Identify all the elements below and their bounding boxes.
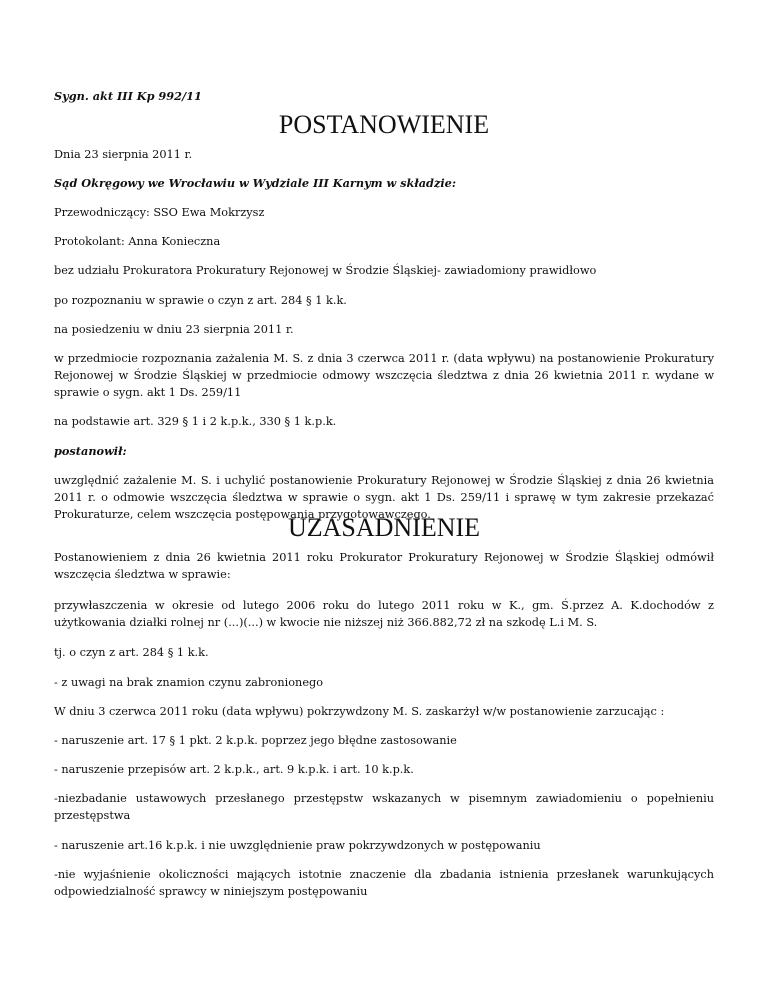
legal-basis-line: na podstawie art. 329 § 1 i 2 k.p.k., 330 § 1 k.p.k.: [54, 415, 337, 428]
justification-paragraph-8: -niezbadanie ustawowych przesłanego przestępstw wskazanych w pisemnym zawiadomieniu o popełnieniu przestępstwa: [54, 792, 714, 822]
decided-label: postanowił:: [54, 444, 127, 458]
case-number: Sygn. akt III Kp 992/11: [54, 89, 202, 103]
justification-paragraph-7: - naruszenie przepisów art. 2 k.p.k., art. 9 k.p.k. i art. 10 k.p.k.: [54, 763, 414, 776]
court-line: Sąd Okręgowy we Wrocławiu w Wydziale III Karnym w składzie:: [54, 176, 457, 190]
decision-paragraph: uwzględnić zażalenie M. S. i uchylić postanowienie Prokuratury Rejonowej w Środzie Śląskiej z dnia 26 kwietnia 2011 r. o odmowie wszczęcia śledztwa w sprawie o sygn. akt 1 Ds. 259/11 i sprawę w tym zakresie przekazać Prokuraturze, celem wszczęcia postępowania przygotowawczego.: [54, 474, 714, 521]
justification-paragraph-5: W dniu 3 czerwca 2011 roku (data wpływu) pokrzywdzony M. S. zaskarżył w/w postanowienie zarzucając :: [54, 705, 665, 718]
justification-title: UZASADNIENIE: [287, 513, 481, 542]
chair-line: Przewodniczący: SSO Ewa Mokrzysz: [54, 206, 265, 219]
justification-paragraph-2: przywłaszczenia w okresie od lutego 2006 roku do lutego 2011 roku w K., gm. Ś.przez A. K.dochodów z użytkowania działki rolnej nr (...)(...) w kwocie nie niższej niż 366.882,72 zł na szkodę L.i M. S.: [54, 599, 714, 629]
document-title: POSTANOWIENIE: [278, 110, 490, 139]
justification-paragraph-9: - naruszenie art.16 k.p.k. i nie uwzględnienie praw pokrzywdzonych w postępowaniu: [54, 839, 541, 852]
matter-paragraph: w przedmiocie rozpoznania zażalenia M. S. z dnia 3 czerwca 2011 r. (data wpływu) na postanowienie Prokuratury Rejonowej w Środzie Śląskiej w przedmiocie odmowy wszczęcia śledztwa z dnia 26 kwietnia 2011 r. wydane w sprawie o sygn. akt 1 Ds. 259/11: [54, 352, 714, 399]
justification-paragraph-3: tj. o czyn z art. 284 § 1 k.k.: [54, 646, 209, 659]
prosecutor-line: bez udziału Prokuratora Prokuratury Rejonowej w Środzie Śląskiej- zawiadomiony prawidłowo: [54, 264, 597, 277]
justification-paragraph-1: Postanowieniem z dnia 26 kwietnia 2011 roku Prokurator Prokuratury Rejonowej w Środzie Śląskiej odmówił wszczęcia śledztwa w sprawie:: [54, 551, 714, 581]
case-subject-line: po rozpoznaniu w sprawie o czyn z art. 284 § 1 k.k.: [54, 294, 347, 307]
session-line: na posiedzeniu w dniu 23 sierpnia 2011 r.: [54, 323, 294, 336]
date-line: Dnia 23 sierpnia 2011 r.: [54, 148, 193, 161]
justification-paragraph-4: - z uwagi na brak znamion czynu zabronionego: [54, 676, 324, 689]
justification-paragraph-10: -nie wyjaśnienie okoliczności mających istotnie znaczenie dla zbadania istnienia przesłanek warunkujących odpowiedzialność sprawcy w niniejszym postępowaniu: [54, 868, 714, 898]
clerk-line: Protokolant: Anna Konieczna: [54, 235, 221, 248]
justification-paragraph-6: - naruszenie art. 17 § 1 pkt. 2 k.p.k. poprzez jego błędne zastosowanie: [54, 734, 457, 747]
